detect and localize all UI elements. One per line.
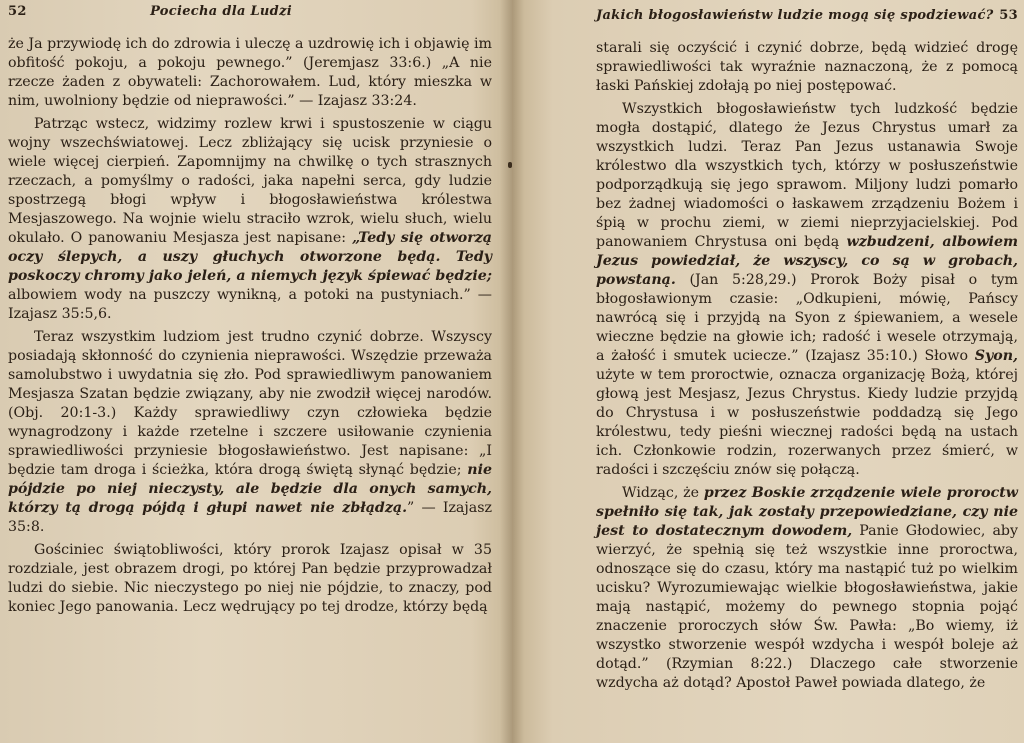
emphasized-text: przez Boskie zrządzenie wiele proroctw spełniło się tak, jak zostały przepowiedziane, czy nie jest to dostatecznym dowodem,: [596, 485, 1018, 539]
text-run: Patrząc wstecz, widzimy rozlew krwi i spustoszenie w ciągu wojny wszechświatowej. Lecz zbliżający się ucisk przyniesie o wiele więcej cierpień. Zapomnijmy na chwilkę o tych strasznych rzeczach, a pomyślmy o radości, jaka napełni serca, gdy ludzie spostrzegą błogi wpływ i błogosławieństwa królestwa Mesjaszowego. Na wojnie wielu straciło wzrok, wielu słuch, wielu okulało. O panowaniu Mesjasza jest napisane:: [8, 116, 492, 246]
text-run: albowiem wody na puszczy wynikną, a potoki na pustyniach.” — Izajasz 35:5,6.: [8, 287, 492, 322]
paragraph: [596, 39, 1018, 96]
left-page-body: [8, 35, 492, 617]
paragraph: [596, 100, 1018, 480]
page-number: 52: [8, 4, 27, 19]
text-run: Wszystkich błogosławieństw tych ludzkość będzie mogła dostąpić, dlatego że Jezus Chrystus umarł za wszystkich ludzi. Teraz Pan Jezus ustanawia Swoje królestwo dla wszystkich tych, którzy w posłuszeństwie podporządkują się jego sprawom. Miljony ludzi pomarło bez żadnej wiadomości o łaskawem zrządzeniu Bożem i śpią w prochu ziemi, w ziemi nieprzyjacielskiej. Pod panowaniem Chrystusa oni będą: [596, 101, 1018, 250]
right-page-body: [596, 39, 1018, 693]
running-head: Pociecha dla Ludzi: [150, 4, 292, 19]
text-run: Widząc, że: [622, 485, 704, 501]
text-run: starali się oczyścić i czynić dobrze, będą widzieć drogę sprawiedliwości tak wyraźnie naznaczoną, że z pomocą łaski Pańskiej zdołają po niej postępować.: [596, 40, 1018, 94]
emphasized-text: Syon,: [974, 348, 1018, 364]
emphasized-text: „Tedy się otworzą oczy ślepych, a uszy głuchych otworzone będą. Tedy poskoczy chromy jako jeleń, a niemych język śpiewać będzie;: [8, 230, 492, 284]
text-run: Panie Głodowiec, aby wierzyć, że spełnią się też wszystkie inne proroctwa, odnoszące się do czasu, który ma nastąpić tuż po wielkim ucisku? Wyrozumiewając wielkie błogosławieństwa, jakie mają nastąpić, możemy do pewnego stopnia pojąć znaczenie proroczych słów Św. Pawła: „Bo wiemy, iż wszystko stworzenie wespół wzdycha i wespół boleje aż dotąd.” (Rzymian 8:22.) Dlaczego całe stworzenie wzdycha aż dotąd? Apostoł Paweł powiada dlatego, że: [596, 523, 1018, 691]
paragraph: [8, 115, 492, 324]
emphasized-text: nie pójdzie po niej nieczysty, ale będzie dla onych samych, którzy tą drogą pójdą i głupi nawet nie zbłądzą.: [8, 462, 492, 516]
emphasized-text: wzbudzeni, albowiem Jezus powiedział, że wszyscy, co są w grobach, powstaną.: [596, 234, 1018, 288]
paragraph: [8, 35, 492, 111]
book-gutter: [500, 0, 524, 743]
right-page: [512, 0, 1024, 743]
text-run: ” — Izajasz 35:8.: [8, 500, 492, 535]
page-number: 53: [999, 8, 1018, 23]
text-run: (Jan 5:28,29.) Prorok Boży pisał o tym błogosławionym czasie: „Odkupieni, mówię, Pańscy nawrócą się i przyjdą na Syon z śpiewaniem, a wesele wieczne będzie na głowie ich; radość i wesele otrzymają, a żałość i smutek uciecze.” (Izajasz 35:10.) Słowo: [596, 272, 1018, 364]
text-run: że Ja przywiodę ich do zdrowia i uleczę a uzdrowię ich i objawię im obfitość pokoju, a pokoju pewnego.” (Jeremjasz 33:6.) „A nie rzecze żaden z obywateli: Zachorowałem. Lud, który mieszka w nim, uwolniony będzie od nieprawości.” — Izajasz 33:24.: [8, 36, 492, 109]
paragraph: [596, 484, 1018, 693]
text-run: Gościniec świątobliwości, który prorok Izajasz opisał w 35 rozdziale, jest obrazem drogi, po której Pan będzie przyprowadzał ludzi do siebie. Nic nieczystego po niej nie pójdzie, to znaczy, pod koniec Jego panowania. Lecz wędrujący po tej drodze, którzy będą: [8, 542, 492, 615]
paragraph: [8, 328, 492, 537]
left-page-header: [8, 4, 492, 19]
running-head: Jakich błogosławieństw ludzie mogą się spodziewać?: [596, 8, 994, 23]
paragraph: [8, 541, 492, 617]
text-run: Teraz wszystkim ludziom jest trudno czynić dobrze. Wszyscy posiadają skłonność do czynienia nieprawości. Wszędzie przeważa samolubstwo i uwydatnia się zło. Pod sprawiedliwym panowaniem Mesjasza Szatan będzie związany, aby nie zwodził więcej narodów. (Obj. 20:1-3.) Każdy sprawiedliwy czyn człowieka będzie wynagrodzony i każde rzetelne i szczere usiłowanie czynienia sprawiedliwości przyniesie błogosławieństwo. Jest napisane: „I będzie tam droga i ścieżka, która drogą świętą słynąć będzie;: [8, 329, 492, 478]
right-page-header: [596, 8, 1018, 23]
paper-speck: [508, 162, 512, 168]
text-run: użyte w tem proroctwie, oznacza organizację Bożą, której głową jest Mesjasz, Jezus Chrystus. Kiedy ludzie przyjdą do Chrystusa i w posłuszeństwie poddadzą się Jego królestwu, tedy pieśni wiecznej radości będą na ustach ich. Członkowie rodzin, rozerwanych przez śmierć, w radości i szczęściu znów się połączą.: [596, 367, 1018, 478]
